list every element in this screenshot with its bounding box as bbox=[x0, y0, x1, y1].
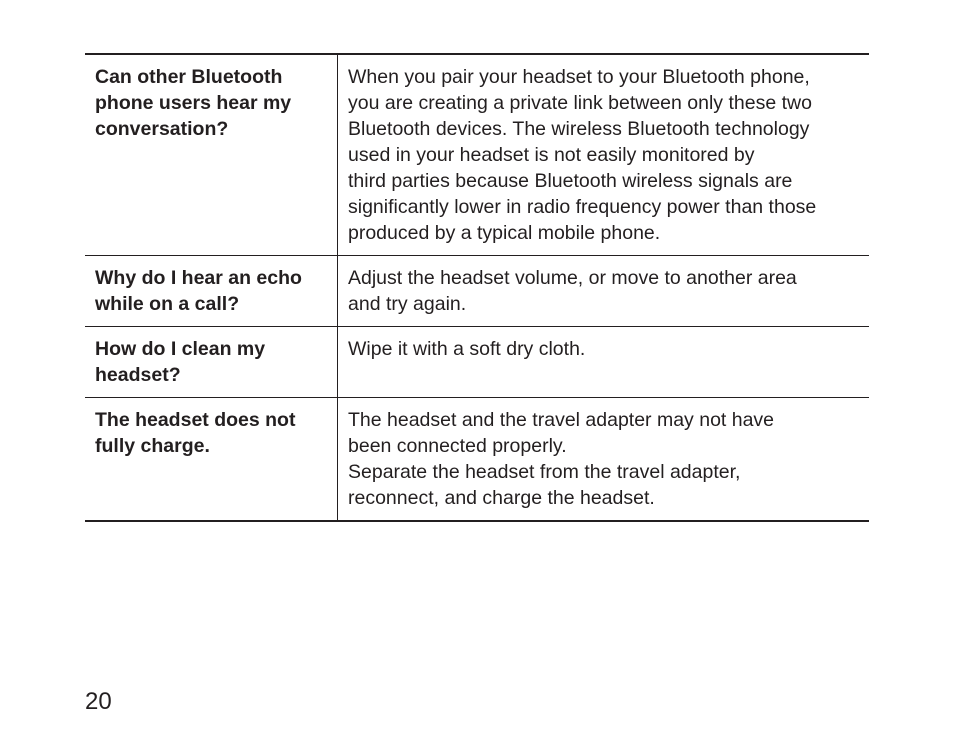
answer-line: reconnect, and charge the headset. bbox=[348, 487, 655, 509]
faq-question: Why do I hear an echo while on a call? bbox=[85, 256, 338, 327]
answer-line: third parties because Bluetooth wireless signals are bbox=[348, 170, 793, 192]
table-row bbox=[85, 327, 869, 398]
faq-answer bbox=[338, 398, 870, 522]
page-number: 20 bbox=[85, 688, 112, 715]
table-row bbox=[85, 54, 869, 256]
faq-answer bbox=[338, 54, 870, 256]
answer-line: When you pair your headset to your Bluetooth phone, bbox=[348, 66, 810, 88]
faq-table bbox=[85, 53, 869, 522]
table-row bbox=[85, 398, 869, 522]
answer-line: The headset and the travel adapter may not have bbox=[348, 409, 775, 431]
faq-answer bbox=[338, 256, 870, 327]
faq-question: How do I clean my headset? bbox=[85, 327, 338, 398]
answer-line: you are creating a private link between only these two bbox=[348, 92, 812, 114]
faq-answer bbox=[338, 327, 870, 398]
answer-line: used in your headset is not easily monitored by bbox=[348, 144, 755, 166]
answer-line: been connected properly. bbox=[348, 435, 567, 457]
answer-line: Separate the headset from the travel adapter, bbox=[348, 461, 741, 483]
table-row bbox=[85, 256, 869, 327]
answer-line: Adjust the headset volume, or move to another area bbox=[348, 267, 797, 289]
faq-question: The headset does not fully charge. bbox=[85, 398, 338, 522]
answer-line: and try again. bbox=[348, 293, 467, 315]
answer-line: produced by a typical mobile phone. bbox=[348, 222, 661, 244]
faq-question: Can other Bluetooth phone users hear my conversation? bbox=[85, 54, 338, 256]
answer-line: Bluetooth devices. The wireless Bluetooth technology bbox=[348, 118, 810, 140]
answer-line: Wipe it with a soft dry cloth. bbox=[348, 338, 586, 360]
answer-line: significantly lower in radio frequency power than those bbox=[348, 196, 817, 218]
